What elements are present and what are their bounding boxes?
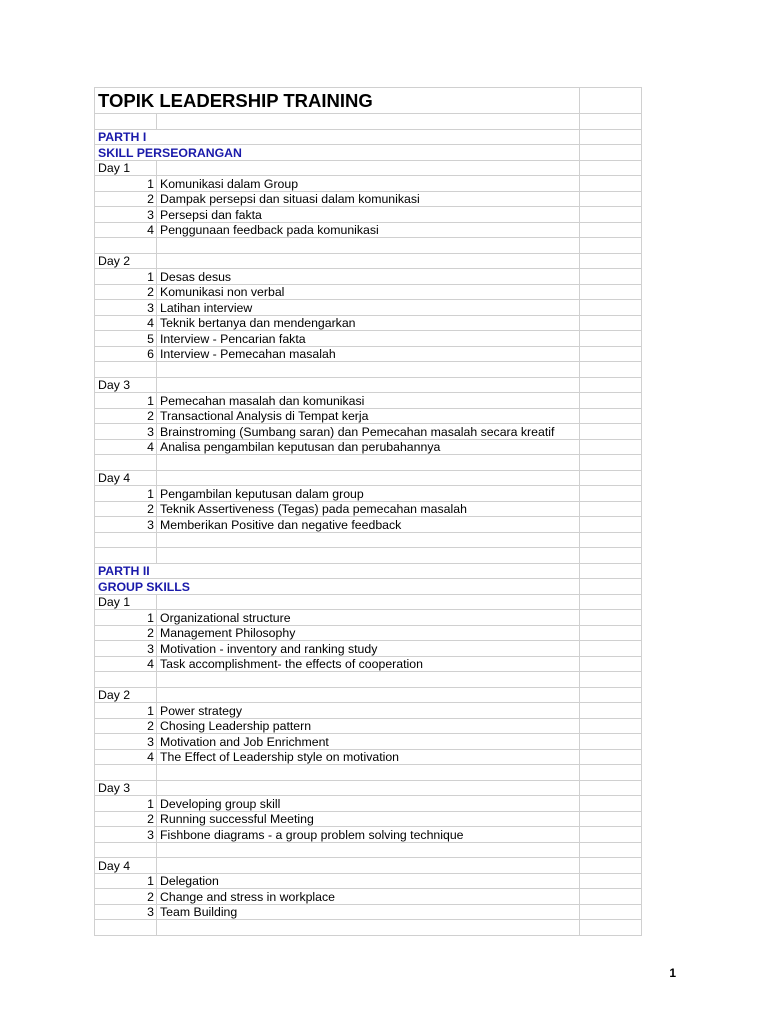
- day-row: [95, 377, 642, 393]
- topic-number: 3: [95, 904, 157, 920]
- empty-cell: [580, 191, 642, 207]
- topic-text: Delegation: [157, 873, 580, 889]
- topic-row: [95, 889, 642, 905]
- blank-row: [95, 238, 642, 254]
- topic-number: 3: [95, 517, 157, 533]
- topic-number: 5: [95, 331, 157, 347]
- empty-cell: [95, 920, 157, 936]
- topic-row: [95, 811, 642, 827]
- part-heading-row: [95, 145, 642, 161]
- document-title: TOPIK LEADERSHIP TRAINING: [95, 88, 580, 114]
- empty-cell: [580, 579, 642, 595]
- empty-cell: [580, 486, 642, 502]
- part-label-row: [95, 129, 642, 145]
- topic-number: 1: [95, 393, 157, 409]
- topic-text: Transactional Analysis di Tempat kerja: [157, 408, 580, 424]
- empty-cell: [580, 920, 642, 936]
- topic-number: 1: [95, 703, 157, 719]
- empty-cell: [157, 160, 580, 176]
- topic-row: [95, 703, 642, 719]
- empty-cell: [580, 114, 642, 130]
- empty-cell: [580, 439, 642, 455]
- empty-cell: [580, 377, 642, 393]
- empty-cell: [580, 610, 642, 626]
- day-label: Day 1: [95, 594, 157, 610]
- day-label: Day 2: [95, 253, 157, 269]
- empty-cell: [580, 207, 642, 223]
- topic-text: Desas desus: [157, 269, 580, 285]
- blank-row: [95, 672, 642, 688]
- part-label-row: [95, 563, 642, 579]
- empty-cell: [157, 253, 580, 269]
- empty-cell: [95, 532, 157, 548]
- topic-text: Task accomplishment- the effects of cooperation: [157, 656, 580, 672]
- topic-text: Penggunaan feedback pada komunikasi: [157, 222, 580, 238]
- topic-text: Analisa pengambilan keputusan dan perubahannya: [157, 439, 580, 455]
- topic-text: Interview - Pemecahan masalah: [157, 346, 580, 362]
- topic-row: [95, 625, 642, 641]
- topic-row: [95, 486, 642, 502]
- topic-number: 2: [95, 811, 157, 827]
- topic-number: 4: [95, 222, 157, 238]
- empty-cell: [95, 362, 157, 378]
- topic-row: [95, 501, 642, 517]
- empty-cell: [95, 114, 157, 130]
- empty-cell: [580, 88, 642, 114]
- empty-cell: [157, 455, 580, 471]
- topic-number: 2: [95, 408, 157, 424]
- empty-cell: [580, 346, 642, 362]
- empty-cell: [580, 222, 642, 238]
- empty-cell: [157, 594, 580, 610]
- topic-row: [95, 331, 642, 347]
- section-spacer-row: [95, 548, 642, 564]
- empty-cell: [580, 160, 642, 176]
- topic-number: 1: [95, 873, 157, 889]
- blank-row: [95, 842, 642, 858]
- blank-row: [95, 362, 642, 378]
- part-label: PARTH II: [95, 563, 580, 579]
- topic-row: [95, 222, 642, 238]
- topic-text: Chosing Leadership pattern: [157, 718, 580, 734]
- part-heading-row: [95, 579, 642, 595]
- topic-text: Motivation - inventory and ranking study: [157, 641, 580, 657]
- spreadsheet-table: [94, 87, 642, 936]
- topic-row: [95, 796, 642, 812]
- empty-cell: [580, 145, 642, 161]
- empty-cell: [580, 455, 642, 471]
- topic-text: Management Philosophy: [157, 625, 580, 641]
- empty-cell: [580, 300, 642, 316]
- day-label: Day 4: [95, 858, 157, 874]
- empty-cell: [580, 873, 642, 889]
- topic-row: [95, 300, 642, 316]
- topic-text: Latihan interview: [157, 300, 580, 316]
- topic-number: 3: [95, 207, 157, 223]
- topic-row: [95, 873, 642, 889]
- empty-cell: [580, 269, 642, 285]
- empty-cell: [95, 238, 157, 254]
- empty-cell: [580, 765, 642, 781]
- empty-cell: [580, 284, 642, 300]
- empty-cell: [157, 470, 580, 486]
- topic-number: 4: [95, 439, 157, 455]
- title-row: [95, 88, 642, 114]
- topic-text: Power strategy: [157, 703, 580, 719]
- topic-row: [95, 346, 642, 362]
- topic-number: 2: [95, 284, 157, 300]
- topic-text: Komunikasi dalam Group: [157, 176, 580, 192]
- empty-cell: [580, 408, 642, 424]
- page-number: 1: [669, 966, 676, 980]
- empty-cell: [580, 858, 642, 874]
- empty-cell: [580, 625, 642, 641]
- topic-number: 2: [95, 501, 157, 517]
- empty-cell: [157, 858, 580, 874]
- empty-cell: [157, 687, 580, 703]
- topic-text: Change and stress in workplace: [157, 889, 580, 905]
- part-heading: GROUP SKILLS: [95, 579, 580, 595]
- empty-cell: [580, 656, 642, 672]
- day-label: Day 3: [95, 780, 157, 796]
- topic-number: 2: [95, 889, 157, 905]
- empty-cell: [157, 362, 580, 378]
- topic-number: 1: [95, 176, 157, 192]
- empty-cell: [580, 780, 642, 796]
- topic-text: Running successful Meeting: [157, 811, 580, 827]
- empty-cell: [580, 811, 642, 827]
- topic-row: [95, 656, 642, 672]
- topic-row: [95, 207, 642, 223]
- topic-text: Developing group skill: [157, 796, 580, 812]
- topic-row: [95, 610, 642, 626]
- topic-row: [95, 315, 642, 331]
- blank-row: [95, 455, 642, 471]
- empty-cell: [580, 253, 642, 269]
- topic-number: 6: [95, 346, 157, 362]
- day-row: [95, 780, 642, 796]
- day-label: Day 1: [95, 160, 157, 176]
- topic-number: 1: [95, 796, 157, 812]
- topic-number: 3: [95, 734, 157, 750]
- day-row: [95, 687, 642, 703]
- empty-cell: [95, 455, 157, 471]
- topic-text: Brainstroming (Sumbang saran) dan Pemecahan masalah secara kreatif: [157, 424, 580, 440]
- empty-cell: [157, 377, 580, 393]
- empty-cell: [580, 703, 642, 719]
- empty-cell: [580, 718, 642, 734]
- empty-cell: [580, 532, 642, 548]
- topic-text: The Effect of Leadership style on motivation: [157, 749, 580, 765]
- topic-text: Teknik Assertiveness (Tegas) pada pemecahan masalah: [157, 501, 580, 517]
- topic-row: [95, 284, 642, 300]
- day-row: [95, 858, 642, 874]
- blank-row: [95, 920, 642, 936]
- empty-cell: [157, 114, 580, 130]
- topic-row: [95, 641, 642, 657]
- topic-text: Pemecahan masalah dan komunikasi: [157, 393, 580, 409]
- topic-text: Pengambilan keputusan dalam group: [157, 486, 580, 502]
- part-label: PARTH I: [95, 129, 580, 145]
- topic-text: Organizational structure: [157, 610, 580, 626]
- topic-row: [95, 408, 642, 424]
- topic-row: [95, 191, 642, 207]
- topic-number: 2: [95, 625, 157, 641]
- topic-row: [95, 424, 642, 440]
- blank-row: [95, 532, 642, 548]
- empty-cell: [580, 889, 642, 905]
- topic-text: Teknik bertanya dan mendengarkan: [157, 315, 580, 331]
- blank-row: [95, 765, 642, 781]
- topic-number: 2: [95, 718, 157, 734]
- topic-number: 2: [95, 191, 157, 207]
- day-label: Day 3: [95, 377, 157, 393]
- day-row: [95, 594, 642, 610]
- topic-number: 1: [95, 269, 157, 285]
- topic-row: [95, 393, 642, 409]
- day-row: [95, 253, 642, 269]
- topic-text: Dampak persepsi dan situasi dalam komunikasi: [157, 191, 580, 207]
- empty-cell: [580, 501, 642, 517]
- topic-row: [95, 718, 642, 734]
- topic-number: 3: [95, 300, 157, 316]
- topic-text: Motivation and Job Enrichment: [157, 734, 580, 750]
- topic-number: 3: [95, 827, 157, 843]
- empty-cell: [157, 842, 580, 858]
- empty-cell: [580, 687, 642, 703]
- blank-row: [95, 114, 642, 130]
- topic-number: 1: [95, 610, 157, 626]
- empty-cell: [157, 765, 580, 781]
- empty-cell: [580, 842, 642, 858]
- empty-cell: [580, 563, 642, 579]
- empty-cell: [580, 517, 642, 533]
- empty-cell: [580, 424, 642, 440]
- empty-cell: [580, 393, 642, 409]
- empty-cell: [95, 765, 157, 781]
- topic-row: [95, 269, 642, 285]
- empty-cell: [580, 796, 642, 812]
- empty-cell: [157, 548, 580, 564]
- topic-text: Persepsi dan fakta: [157, 207, 580, 223]
- empty-cell: [580, 238, 642, 254]
- empty-cell: [580, 548, 642, 564]
- empty-cell: [580, 331, 642, 347]
- topic-row: [95, 827, 642, 843]
- empty-cell: [580, 904, 642, 920]
- empty-cell: [580, 641, 642, 657]
- empty-cell: [157, 238, 580, 254]
- topic-text: Interview - Pencarian fakta: [157, 331, 580, 347]
- empty-cell: [580, 594, 642, 610]
- part-heading: SKILL PERSEORANGAN: [95, 145, 580, 161]
- empty-cell: [157, 780, 580, 796]
- empty-cell: [580, 470, 642, 486]
- spreadsheet-body: [95, 88, 642, 936]
- empty-cell: [95, 548, 157, 564]
- topic-number: 4: [95, 749, 157, 765]
- topic-number: 4: [95, 315, 157, 331]
- topic-row: [95, 517, 642, 533]
- empty-cell: [580, 734, 642, 750]
- day-label: Day 4: [95, 470, 157, 486]
- empty-cell: [580, 672, 642, 688]
- empty-cell: [580, 749, 642, 765]
- topic-row: [95, 734, 642, 750]
- empty-cell: [95, 842, 157, 858]
- topic-number: 1: [95, 486, 157, 502]
- topic-number: 3: [95, 424, 157, 440]
- empty-cell: [157, 920, 580, 936]
- empty-cell: [580, 315, 642, 331]
- empty-cell: [580, 827, 642, 843]
- empty-cell: [157, 672, 580, 688]
- empty-cell: [157, 532, 580, 548]
- day-row: [95, 160, 642, 176]
- topic-row: [95, 176, 642, 192]
- empty-cell: [95, 672, 157, 688]
- empty-cell: [580, 129, 642, 145]
- topic-row: [95, 439, 642, 455]
- day-label: Day 2: [95, 687, 157, 703]
- topic-number: 4: [95, 656, 157, 672]
- empty-cell: [580, 176, 642, 192]
- empty-cell: [580, 362, 642, 378]
- topic-text: Team Building: [157, 904, 580, 920]
- topic-text: Komunikasi non verbal: [157, 284, 580, 300]
- topic-text: Memberikan Positive dan negative feedback: [157, 517, 580, 533]
- day-row: [95, 470, 642, 486]
- topic-row: [95, 749, 642, 765]
- topic-number: 3: [95, 641, 157, 657]
- topic-row: [95, 904, 642, 920]
- topic-text: Fishbone diagrams - a group problem solving technique: [157, 827, 580, 843]
